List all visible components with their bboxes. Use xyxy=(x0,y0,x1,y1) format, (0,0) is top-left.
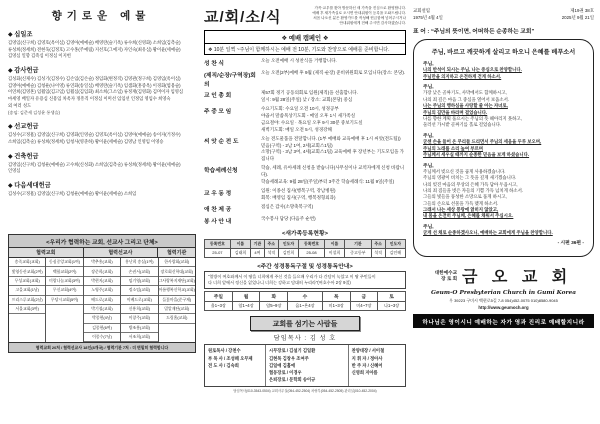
nf-cell: 김인해 xyxy=(385,248,405,257)
donor-names: 외 여러 성도 xyxy=(8,102,32,108)
staff-line: 반 주 자 / 신혜어 xyxy=(351,362,383,368)
coop-cell: 빛영동산교회(2여) xyxy=(9,267,45,276)
established-label: 교회설립 xyxy=(413,8,430,13)
campaign-body: ❖ 10분 일찍 ~주님이 함께하시는 예배 전 10분, 기도와 찬양으로 예배를 준비합니다. xyxy=(208,46,390,53)
coop-missionary-col-a xyxy=(84,258,121,342)
news-item-congregational-meeting xyxy=(204,90,406,104)
prayer-line: 주님의 길만을 바라며 걸었습니다. xyxy=(423,109,488,115)
nf-header: 등록번호 xyxy=(299,239,325,248)
nf-cell: 중고등부 xyxy=(345,248,371,257)
item-label: 성 찬 식 xyxy=(204,61,225,67)
website-url: http://www.geumoch.org xyxy=(478,305,529,311)
nf-cell: 25-08 xyxy=(299,248,325,257)
news-item-member-news xyxy=(204,188,406,202)
prayer-line: 주님의 영광이 비치는 그 뜻을 깊게 새기겠습니다. xyxy=(423,175,517,181)
staff-line: 부 목 사 / 조성해 오무제 xyxy=(208,355,253,361)
section-heading: ◆ 십일조 xyxy=(8,29,194,38)
coop-cell: 무신교회(4여) xyxy=(46,286,82,295)
staff-col-elders xyxy=(265,345,348,385)
stanza-opener: 주님, xyxy=(423,85,434,91)
news-item-communion xyxy=(204,58,406,67)
prayer-line: 주님께서 빚으신 것을 곱게 사용하겠습니다. xyxy=(423,168,506,174)
coop-cell: 밀알재단(교회) xyxy=(159,305,195,314)
coop-cell: 무성교회(교회) xyxy=(9,277,45,286)
section-tithe xyxy=(8,29,194,60)
nf-header: 등록번호 xyxy=(205,239,231,248)
cooperation-table-body xyxy=(9,258,195,342)
coop-cell: 이베드로(교회) xyxy=(121,296,157,305)
denomination-line: 장 로 회 xyxy=(441,275,458,281)
prayer-line: 그래서 나는 세상 풍랑에 얽히지 않았고, xyxy=(423,207,499,213)
nf-cell: 25-07 xyxy=(205,248,231,257)
staff-line: 김현목 김창우 조여주 xyxy=(269,355,309,361)
issue-number: 제19권 38호 xyxy=(570,8,594,13)
coop-cell: 노영주(교회) xyxy=(84,286,120,295)
day-header: 금 xyxy=(350,292,378,302)
item-line: 오늘 전도물품을 전달합니다. (1부 예배와 교육예배 후 1시 씨앗(전도팀)) xyxy=(261,135,401,141)
donor-names: 김영심 일향 김즉심 이정심 이지헌 xyxy=(8,53,71,59)
coop-cell: 장로회신학대(교회) xyxy=(159,267,195,276)
item-line: 오늘 오전(2부)예배 후 9월 (제직·순장) 준비위원회로 모입니다(장소: 본당). xyxy=(261,69,406,75)
nf-header: 이름 xyxy=(230,239,250,248)
staff-col-music xyxy=(348,345,405,385)
nf-cell: 이설희 xyxy=(324,248,344,257)
item-line: 국수봉사 담당 (다음주 순번) xyxy=(261,216,316,221)
nf-header: 인도자 xyxy=(278,239,298,248)
welcome-line: 예배 후 새가족실로 오시면 안내위원이 등록을 도와드립니다. xyxy=(312,11,406,16)
verse-line: 다 너희 앞에서 정신을 잃었나니 너희는 강하고 담대히 누리라"(여호수아 2장 9절) xyxy=(208,280,351,286)
item-line: 소망(구역) - 3남 3여, 4세(교회스1팀) 교육예배 후 장년부는 기도모임을 가집니다 xyxy=(261,149,405,162)
nf-cell: 김태희 xyxy=(230,248,250,257)
staff-line: 은퇴장로 / 문학회 송이규 xyxy=(269,377,316,383)
chapter-cell: 미1~3장 xyxy=(322,302,350,311)
section-heading: ◆ 선교헌금 xyxy=(8,121,194,130)
coop-cell: 장준희(교회) xyxy=(84,267,120,276)
coop-cell: 고을교회(1남) xyxy=(9,286,45,295)
prayer-source: - 시편 36편 - xyxy=(557,240,584,246)
staff-line: 찬양대장 / 서이철 xyxy=(351,348,385,354)
prayer-line: 굳센 손을 들어 온 무리들 드리면서 주님의 세움을 두루 보오며, xyxy=(423,139,542,145)
prayer-line: 내 몸을 온전히 주님께, 은혜를 채워서 주십시오. xyxy=(423,213,514,219)
coop-cell: 송죽교회(교회) xyxy=(9,258,45,267)
donor-names: 김성수(고정흠) 김영임(신구희) 김영화(인영슬) 김영호(옥이심) 김영아(예예슬) 송이자(거정수) xyxy=(8,132,181,138)
coop-cell: 박추홍(교회) xyxy=(84,258,120,267)
thanksgiving-note: (송임: 김준세 김성윤 통생슬) xyxy=(8,110,60,116)
prayer-stanza xyxy=(423,132,584,158)
section-heading: ◆ 건축헌금 xyxy=(8,151,194,160)
contact-footer: 담임목사(010-3543-0504) 교회사무실(054-452-2504) 차량부(054-452-2505) 관리실(010-452-2004) xyxy=(233,389,377,394)
chapter-cell: 욜1~3장 xyxy=(205,302,233,311)
coop-cell: 미랑나눔교회(3여) xyxy=(46,277,82,286)
prayer-stanza xyxy=(423,162,584,220)
coop-cell: 이종수(7남) xyxy=(84,333,120,342)
item-label: (제직/순장/구역장)회의 xyxy=(204,72,256,88)
nf-cell: 석적 xyxy=(371,248,385,257)
coop-cell: 그사랑복지재단(교회) xyxy=(159,277,195,286)
item-label: 애 찬 제 공 xyxy=(204,207,232,214)
stanza-opener: 주님, xyxy=(423,225,434,231)
staff-line: 지 휘 자 / 정아사 xyxy=(351,355,383,361)
nf-cell: 석적 xyxy=(264,248,278,257)
staff-line: 전 도 사 / 김숙희 xyxy=(208,362,239,368)
coop-cell: 배드로(교회) xyxy=(84,296,120,305)
bible-reading-title: <주간 성경통독구절 및 성경통독안내> xyxy=(257,263,353,270)
prayer-line: 나의 빚진 마음의 무상의 은혜 가득 담아 두옵시고, xyxy=(423,181,518,187)
prayer-line: 그들의 손으로 선물을 가득 맺게 하소서. xyxy=(423,200,499,206)
chapter-cell: 암5~9장 xyxy=(260,302,288,311)
welcome-line: 처음 나오신 분은 환영카드를 작성해 헌금함에 넣어주시거나 xyxy=(313,16,406,21)
coop-cell: 아름행복신학교(교회) xyxy=(159,286,195,295)
cooperation-table-footer: 협력교회 20처 / 협력선교사 18인(8개국) / 협력기관 7처 : 더 면밀히 협력합니다 xyxy=(9,342,195,352)
nf-header: 기관 xyxy=(251,239,265,248)
coop-cell: 손권서(교회) xyxy=(121,267,157,276)
new-family-title: <새가족등록현황> xyxy=(282,231,328,237)
section-heading: ◆ 다음세대헌금 xyxy=(8,180,194,189)
issue-block xyxy=(562,8,594,21)
coop-cell: 이창주(교회) xyxy=(121,314,157,323)
item-label: 주 중 모 임 xyxy=(204,109,232,116)
welcome-note xyxy=(290,6,406,26)
header-coop-church: 협력교회 xyxy=(9,248,84,257)
news-item-midweek xyxy=(204,106,406,133)
prayer-line: 굳게 선 채로 순종하겠사오니, 예배하는 교회에게 주님을 찬양합니다. xyxy=(423,230,553,236)
chapter-cell: 나1~3장 xyxy=(378,302,406,311)
nf-header: 기관 xyxy=(345,239,371,248)
donor-names: 소희임(김측술) 류성희(정세희) 임청사(영준하) 황이윤(세예슬) 김영남 인영임 이영승 xyxy=(8,138,164,144)
item-label: 씨 앗 순 전 도 xyxy=(204,138,239,145)
church-motto: 표 어 : “주님의 뜻이면, 어떠하든 순종하는 교회” xyxy=(413,29,535,36)
news-items xyxy=(204,58,406,225)
stanza-opener: 주님, xyxy=(423,134,434,140)
item-line: 믿음(구역) - 2남 1여, 2세(교회스1팀) xyxy=(261,142,333,148)
church-news-masthead xyxy=(204,6,406,27)
news-item-baptism xyxy=(204,165,406,185)
coop-cell: 홍난희 송실(1여) xyxy=(121,258,157,267)
coop-cell: 한사랑회(교회) xyxy=(159,258,195,267)
issue-date: 2025년 9월 21일 xyxy=(561,14,594,20)
donor-names: 김성화(신제수) 김성기(김정수) 김손임(김손슬) 정임화(변정직) 김영관(정구희) 김영임(옥이심) xyxy=(8,75,181,81)
day-header: 토 xyxy=(378,292,406,302)
church-news-title: 교/회/소/식 xyxy=(204,9,282,26)
donor-names: 이연희(김영혼) 임월임(김고임) 임월심(김임화) 최소희(그소임) 류정재(김영화) 김머이자 임영심 xyxy=(8,89,184,95)
bulletin-meta xyxy=(413,8,594,21)
welcome-line: 가족·교우를 찾아 방문하신 새 가족을 진심으로 환영합니다. xyxy=(314,6,406,10)
denomination-label xyxy=(435,270,457,282)
prayer-line: 주님의 노래를 소리 높여 부르며 xyxy=(423,145,484,151)
section-nextgen xyxy=(8,180,194,198)
coop-cell: 박기철(교회) xyxy=(84,305,120,314)
day-header: 주일 xyxy=(205,292,233,302)
coop-church-col-b xyxy=(46,258,83,342)
prayer-line: 주님만을 의지하고 온전하게 걷게 하소서. xyxy=(423,73,502,79)
item-line: 회복: 배영임 집사(구역, 행복정형외과) xyxy=(261,195,336,201)
item-line: 오늘 오전예배 시 성찬식을 거행합니다. xyxy=(261,58,337,63)
prayer-title: 주님, 바르고 깨끗하게 살리고 하오니 은혜를 베푸소서 xyxy=(431,49,576,57)
staff-line: 시무장로 / 김설기 김일환 xyxy=(269,348,316,354)
established-block xyxy=(413,8,443,21)
stanza-opener: 주님, xyxy=(423,163,434,169)
section-heading: ◆ 감사헌금 xyxy=(8,65,194,74)
staff-table xyxy=(204,344,406,386)
left-column xyxy=(8,8,194,203)
verse-line: "열방이 여호와께서 이 땅을 너희에게 주신 것을 들으매 우리가 다 간담이 녹았고 이 땅 주민들이 xyxy=(208,274,376,279)
cooperation-table-headers xyxy=(9,248,195,258)
stanza-opener: 주님, xyxy=(423,62,434,68)
reading-chapters-row xyxy=(205,302,406,311)
nf-header: 이름 xyxy=(324,239,344,248)
coop-cell: 서조희(교회) xyxy=(121,333,157,342)
bible-reading-table xyxy=(204,291,406,311)
coop-cell: 서울교회(3여) xyxy=(9,305,45,314)
coop-cell: 무당시교회(5여) xyxy=(46,296,82,305)
bible-verse-box xyxy=(204,271,406,289)
reading-days-row xyxy=(205,292,406,302)
donor-names: 김영임(신구희) 김청운(예예슬) 고수희(신성화) 소희임(김측술) 류성희(정세희) 황이윤(세예슬) xyxy=(8,161,181,167)
donor-names: 김성수(고정흠) 김영임(신구희) 김청운(예예슬) 황이윤(세예슬) 소희임 xyxy=(8,190,137,196)
nf-cell: 4여 xyxy=(251,248,265,257)
denomination-line: 대한예수교 xyxy=(434,269,458,275)
staff-line: 원로목사 / 강천수 xyxy=(208,348,241,354)
item-label: 학습세례신청 xyxy=(204,168,238,175)
prayer-stanza xyxy=(423,83,584,128)
donor-names: 마세영 배일자 유용심 신용임 차옥자 정흥직 이정심 이머선 임임선 인정임 영임수 희영숙 xyxy=(8,95,171,101)
section-thanksgiving xyxy=(8,65,194,116)
item-line: 새벽기도회: 매일 오전 5시, 성경강해 xyxy=(261,126,332,132)
nf-header: 주소 xyxy=(371,239,385,248)
donor-names: 김영아(예예슬) 김청운(나이영) 류연화(송일심) 배영란(슬기옥) 임샘화(홍증옥) 이경화(염용슬) xyxy=(8,82,181,88)
worship-campaign-box xyxy=(204,30,406,55)
coop-cell: 임기영(교회) xyxy=(121,277,157,286)
prayer-line: 주님께서 세우실 때까지 순종한 믿음을 보게 하셨습니다. xyxy=(423,151,530,157)
church-logo xyxy=(413,264,594,287)
coop-cell: 프리스루교회(2남) xyxy=(9,296,45,305)
address-line: 우 39223 구미시 백현로5길 7-8 054)452-0075 010)8580-9045 xyxy=(449,298,558,304)
coop-cell: 백합교회(2여) xyxy=(46,267,82,276)
prayer-line: 나의 죄 깊은 마음 그 중심을 열어서 보옵소서. xyxy=(423,96,510,102)
coop-cell: 박종현(4남) xyxy=(84,314,120,323)
coop-cell: 신흥희(교회) xyxy=(121,305,157,314)
news-item-service xyxy=(204,216,406,225)
established-date: 1975년 4월 4일 xyxy=(413,14,443,20)
item-label: 봉 사 안 내 xyxy=(204,219,232,225)
prayer-stanza xyxy=(423,223,584,245)
coop-missionary-col-b xyxy=(121,258,158,342)
church-name-english: Geum-O Presbyterian Church in Gumi Korea xyxy=(431,290,576,297)
staff-col-pastors xyxy=(205,345,265,385)
new-family-table xyxy=(204,239,406,258)
coop-org-col xyxy=(159,258,195,342)
middle-column xyxy=(204,6,406,393)
senior-pastor-line: 담임목사 : 김 성 호 xyxy=(273,335,337,343)
header-coop-missionary: 협력선교사 xyxy=(84,248,159,257)
church-name: 금 오 교 회 xyxy=(462,269,573,287)
section-mission xyxy=(8,121,194,145)
staff-line: 신영희 지아름 xyxy=(351,370,378,376)
donor-names: 김영임(신구희) 김영호(옥이심) 김영아(예예슬) 배영란(슬기옥) 류수희(신영화) 소희임(김측술) xyxy=(8,40,181,45)
item-line: 학습, 세례, 유아세례 신청을 받습니다(사무실이나 교역자에게 신청 바랍니다). xyxy=(261,165,405,178)
item-line: 야곱서 말씀묵상기도회 - 매일 오후 1시 새가족실 xyxy=(261,113,356,119)
news-item-officers-meeting xyxy=(204,70,406,88)
new-family-header-row xyxy=(205,239,406,248)
chapter-cell: 미4~7장 xyxy=(350,302,378,311)
coop-cell: 김종현(6여) xyxy=(84,324,120,333)
day-header: 화 xyxy=(260,292,288,302)
nf-cell: 김민희 xyxy=(278,248,298,257)
prayer-line: 나의 죄 짐들을 벗은 자들의 기쁨 가득 넘치게 하소서. xyxy=(423,187,524,193)
verse-banner: 하나님은 영이시니 예배하는 자가 영과 진리로 예배할지니라 xyxy=(413,314,594,328)
donor-names: 류성희(정세희) 전현욱(김정호) 고수홍(주예림) 지선호(그예지) 자인숙(최유심) 황이윤(세예슬) xyxy=(8,46,181,52)
staff-line: 김일애 김홀애 xyxy=(269,362,296,368)
nf-header: 인도자 xyxy=(385,239,405,248)
prayer-line: 둘러선 가시밭 골짜기를 홀로 걸었습니다. xyxy=(423,122,502,128)
cooperation-table xyxy=(8,234,196,353)
day-header: 목 xyxy=(322,292,350,302)
prayer-line: 나의 반석이 되시는 주님, 나는 중심으로 찬양합니다. xyxy=(423,67,522,73)
prayer-line: 그들의 빛들을 풍성한 소망으로 품게 하시고, xyxy=(423,194,507,200)
item-line: 학습세례교육: 9월 28일(주일)부터 3주간 학습세례식: 11월 9일(주일) xyxy=(261,178,395,184)
news-item-evangelism xyxy=(204,136,406,163)
prayer-box xyxy=(413,39,594,257)
coop-cell: 들꽃마을(준구제) xyxy=(159,296,195,305)
prayer-line: 가장 낮은 골짜기도, 사막에서도 함께하시고, xyxy=(423,90,507,96)
item-line: 입원: 이종선 집사(행복구역, 강남병원) xyxy=(261,188,336,194)
chapter-cell: 암1~4장 xyxy=(232,302,260,311)
coop-cell: 박현지(교회) xyxy=(84,277,120,286)
offering-title: 향기로운 예물 xyxy=(51,10,151,22)
prayer-line: 나는 주님의 행하심을 사랑할 줄 아는 자녀로, xyxy=(423,103,508,109)
header-coop-org: 협력기관 xyxy=(166,250,187,256)
prayer-stanza xyxy=(423,60,584,80)
item-line: 수요기도회: 수요일 오전 10시, 성경공부 xyxy=(261,106,339,112)
nf-header: 주소 xyxy=(264,239,278,248)
servants-banner: 교회를 섬기는 사람들 xyxy=(250,316,360,331)
donor-names: 인영심 xyxy=(8,168,21,174)
item-line: 점심은 감사(소망축복구역) xyxy=(261,204,314,210)
item-label: 교 인 총 회 xyxy=(204,93,232,100)
welcome-line: 안내위원에게 전해 주시면 감사하겠습니다. xyxy=(339,21,406,26)
coop-cell: 드림홈(교회) xyxy=(159,314,195,323)
campaign-title: ❖ 예배 캠페인 ❖ xyxy=(205,31,405,44)
chapter-cell: 옵1~욘4장 xyxy=(288,302,323,311)
right-column xyxy=(413,8,594,328)
new-family-row xyxy=(205,248,406,257)
coop-cell: 정소임(교회) xyxy=(121,286,157,295)
coop-cell: 방조흠(교회) xyxy=(121,324,157,333)
news-item-meal xyxy=(204,204,406,213)
day-header: 수 xyxy=(288,292,323,302)
item-line: 제57회 정기 공동의회로 임원(제직)을 선출합니다. xyxy=(261,90,358,96)
staff-line: 협동장로 / 이경우 xyxy=(269,370,302,376)
section-building xyxy=(8,151,194,175)
item-label: 교 우 동 정 xyxy=(204,191,232,198)
prayer-line: 나를 향한 계획 품으시는 주님의 뜻 헤아리지 못하고, xyxy=(423,115,522,121)
item-line: 일시: 9월 28일(주일) 낮 / 장소: 교회(본당) 중심 xyxy=(261,96,353,102)
day-header: 월 xyxy=(232,292,260,302)
coop-cell: 동심중앙교회(1여) xyxy=(46,258,82,267)
coop-church-col-a xyxy=(9,258,46,342)
cooperation-table-title: <우리가 협력하는 교회, 선교사 그리고 단체> xyxy=(9,235,195,248)
item-line: 금요철야: 수요일 · 목요일 오후 9시 30분 중보기도실 xyxy=(261,119,363,125)
